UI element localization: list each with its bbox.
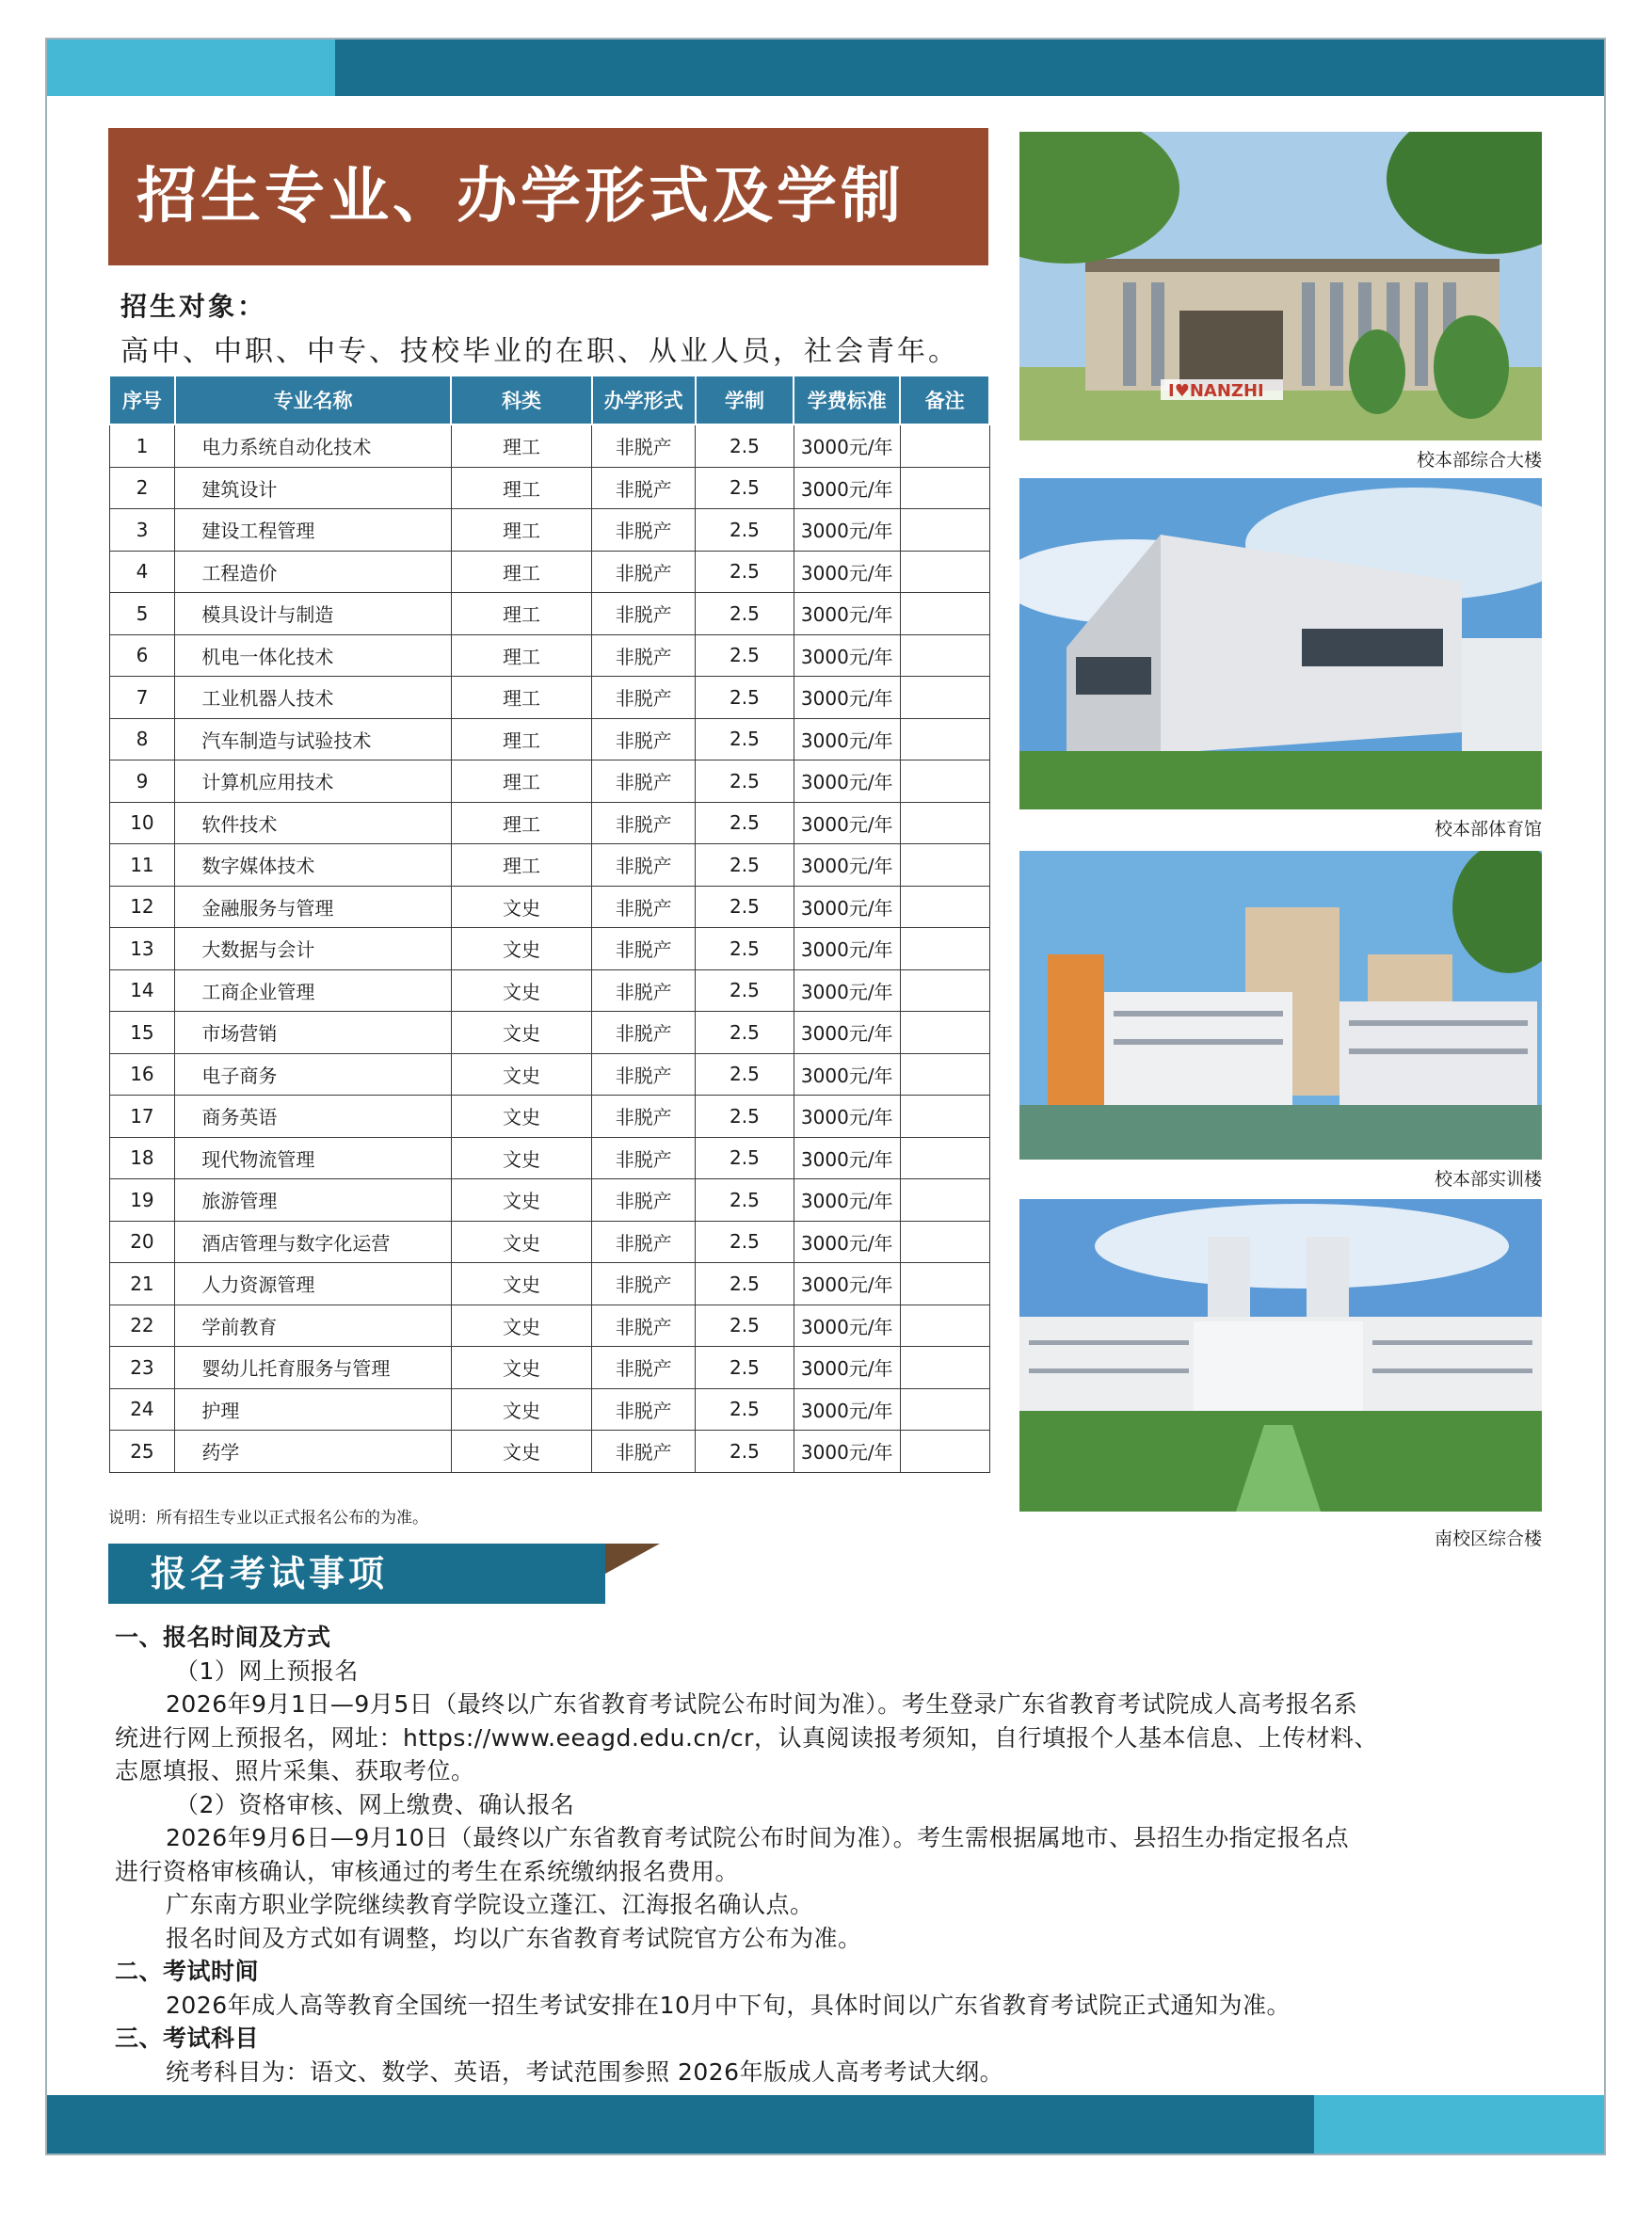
cell-tuition: 3000元/年 bbox=[794, 1179, 900, 1222]
paragraph-prereg-2: 统进行网上预报名，网址：https://www.eeagd.edu.cn/cr，认真阅读报考须知，自行填报个人基本信息、上传材料、 bbox=[115, 1723, 1378, 1752]
cell-index: 23 bbox=[109, 1347, 175, 1389]
paragraph-prereg-3: 志愿填报、照片采集、获取考位。 bbox=[115, 1757, 475, 1785]
cell-remarks bbox=[900, 1431, 989, 1473]
cell-index: 2 bbox=[109, 467, 175, 509]
cell-category: 文史 bbox=[451, 1053, 592, 1096]
cell-major: 数字媒体技术 bbox=[175, 844, 451, 887]
top-bar-accent bbox=[47, 40, 335, 96]
cell-major: 工程造价 bbox=[175, 551, 451, 593]
table-row bbox=[109, 718, 989, 760]
cell-tuition: 3000元/年 bbox=[794, 1096, 900, 1138]
cell-category: 理工 bbox=[451, 844, 592, 887]
cell-remarks bbox=[900, 677, 989, 719]
cell-remarks bbox=[900, 1347, 989, 1389]
cell-major: 模具设计与制造 bbox=[175, 593, 451, 635]
cell-format: 非脱产 bbox=[592, 760, 696, 803]
cell-index: 11 bbox=[109, 844, 175, 887]
col-header-index: 序号 bbox=[109, 376, 175, 424]
table-row bbox=[109, 928, 989, 970]
cell-category: 理工 bbox=[451, 551, 592, 593]
col-header-tuition: 学费标准 bbox=[794, 376, 900, 424]
cell-remarks bbox=[900, 593, 989, 635]
paragraph-review-2: 进行资格审核确认，审核通过的考生在系统缴纳报名费用。 bbox=[115, 1857, 740, 1885]
cell-format: 非脱产 bbox=[592, 1179, 696, 1222]
caption-south-campus: 南校区综合楼 bbox=[1434, 1529, 1542, 1549]
heading-exam-subjects: 三、考试科目 bbox=[115, 2025, 260, 2052]
cell-duration: 2.5 bbox=[696, 886, 794, 928]
cell-format: 非脱产 bbox=[592, 969, 696, 1012]
cell-duration: 2.5 bbox=[696, 424, 794, 467]
cell-major: 工商企业管理 bbox=[175, 969, 451, 1012]
cell-tuition: 3000元/年 bbox=[794, 1431, 900, 1473]
cell-category: 文史 bbox=[451, 1012, 592, 1054]
cell-format: 非脱产 bbox=[592, 1347, 696, 1389]
cell-major: 工业机器人技术 bbox=[175, 677, 451, 719]
cell-tuition: 3000元/年 bbox=[794, 718, 900, 760]
table-row bbox=[109, 969, 989, 1012]
cell-category: 理工 bbox=[451, 718, 592, 760]
cell-format: 非脱产 bbox=[592, 844, 696, 887]
cell-major: 机电一体化技术 bbox=[175, 634, 451, 677]
top-bar bbox=[335, 40, 1604, 96]
cell-duration: 2.5 bbox=[696, 467, 794, 509]
nanzhi-sign: I♥NANZHI bbox=[1168, 381, 1264, 401]
cell-category: 文史 bbox=[451, 1137, 592, 1179]
enrollment-target-label: 招生对象： bbox=[120, 291, 267, 322]
cell-tuition: 3000元/年 bbox=[794, 593, 900, 635]
cell-remarks bbox=[900, 1053, 989, 1096]
table-row bbox=[109, 1305, 989, 1347]
cell-category: 理工 bbox=[451, 760, 592, 803]
section-title-majors: 招生专业、办学形式及学制 bbox=[108, 128, 988, 265]
cell-format: 非脱产 bbox=[592, 928, 696, 970]
table-row bbox=[109, 886, 989, 928]
cell-duration: 2.5 bbox=[696, 844, 794, 887]
cell-tuition: 3000元/年 bbox=[794, 844, 900, 887]
table-row bbox=[109, 551, 989, 593]
table-row bbox=[109, 1221, 989, 1263]
table-row bbox=[109, 1431, 989, 1473]
cell-format: 非脱产 bbox=[592, 634, 696, 677]
cell-remarks bbox=[900, 928, 989, 970]
bottom-bar bbox=[47, 2095, 1314, 2153]
cell-format: 非脱产 bbox=[592, 677, 696, 719]
bottom-bar-accent bbox=[1314, 2095, 1604, 2153]
cell-tuition: 3000元/年 bbox=[794, 634, 900, 677]
cell-remarks bbox=[900, 718, 989, 760]
cell-index: 8 bbox=[109, 718, 175, 760]
cell-remarks bbox=[900, 1012, 989, 1054]
cell-remarks bbox=[900, 509, 989, 552]
cell-duration: 2.5 bbox=[696, 969, 794, 1012]
cell-index: 12 bbox=[109, 886, 175, 928]
col-header-duration: 学制 bbox=[696, 376, 794, 424]
cell-format: 非脱产 bbox=[592, 1388, 696, 1431]
cell-category: 文史 bbox=[451, 928, 592, 970]
cell-index: 25 bbox=[109, 1431, 175, 1473]
cell-format: 非脱产 bbox=[592, 886, 696, 928]
cell-category: 文史 bbox=[451, 969, 592, 1012]
cell-duration: 2.5 bbox=[696, 1179, 794, 1222]
table-row bbox=[109, 634, 989, 677]
cell-tuition: 3000元/年 bbox=[794, 760, 900, 803]
cell-tuition: 3000元/年 bbox=[794, 424, 900, 467]
cell-category: 文史 bbox=[451, 1431, 592, 1473]
cell-major: 建筑设计 bbox=[175, 467, 451, 509]
cell-remarks bbox=[900, 1388, 989, 1431]
cell-remarks bbox=[900, 1305, 989, 1347]
cell-remarks bbox=[900, 1096, 989, 1138]
table-row bbox=[109, 424, 989, 467]
cell-remarks bbox=[900, 886, 989, 928]
cell-duration: 2.5 bbox=[696, 928, 794, 970]
cell-tuition: 3000元/年 bbox=[794, 886, 900, 928]
cell-format: 非脱产 bbox=[592, 1053, 696, 1096]
cell-tuition: 3000元/年 bbox=[794, 1347, 900, 1389]
cell-duration: 2.5 bbox=[696, 677, 794, 719]
cell-major: 大数据与会计 bbox=[175, 928, 451, 970]
cell-duration: 2.5 bbox=[696, 718, 794, 760]
cell-format: 非脱产 bbox=[592, 1263, 696, 1305]
cell-format: 非脱产 bbox=[592, 593, 696, 635]
cell-duration: 2.5 bbox=[696, 1221, 794, 1263]
cell-duration: 2.5 bbox=[696, 760, 794, 803]
cell-major: 酒店管理与数字化运营 bbox=[175, 1221, 451, 1263]
cell-major: 计算机应用技术 bbox=[175, 760, 451, 803]
cell-remarks bbox=[900, 1137, 989, 1179]
paragraph-adjustment: 报名时间及方式如有调整，均以广东省教育考试院官方公布为准。 bbox=[166, 1924, 862, 1952]
paragraph-prereg-1: 2026年9月1日—9月5日（最终以广东省教育考试院公布时间为准）。考生登录广东省教育考试院成人高考报名系 bbox=[166, 1690, 1358, 1718]
cell-tuition: 3000元/年 bbox=[794, 509, 900, 552]
cell-remarks bbox=[900, 969, 989, 1012]
cell-major: 旅游管理 bbox=[175, 1179, 451, 1222]
majors-table bbox=[108, 375, 990, 1473]
cell-index: 24 bbox=[109, 1388, 175, 1431]
cell-category: 理工 bbox=[451, 467, 592, 509]
cell-major: 金融服务与管理 bbox=[175, 886, 451, 928]
table-row bbox=[109, 1137, 989, 1179]
cell-index: 21 bbox=[109, 1263, 175, 1305]
cell-category: 文史 bbox=[451, 1305, 592, 1347]
cell-format: 非脱产 bbox=[592, 1305, 696, 1347]
cell-index: 9 bbox=[109, 760, 175, 803]
cell-major: 婴幼儿托育服务与管理 bbox=[175, 1347, 451, 1389]
cell-index: 20 bbox=[109, 1221, 175, 1263]
cell-tuition: 3000元/年 bbox=[794, 1221, 900, 1263]
caption-gymnasium: 校本部体育馆 bbox=[1434, 819, 1542, 840]
cell-index: 13 bbox=[109, 928, 175, 970]
paragraph-confirm-points: 广东南方职业学院继续教育学院设立蓬江、江海报名确认点。 bbox=[166, 1891, 814, 1918]
subheading-online-prereg: （1）网上预报名 bbox=[175, 1657, 359, 1685]
cell-remarks bbox=[900, 1263, 989, 1305]
cell-index: 14 bbox=[109, 969, 175, 1012]
subheading-review: （2）资格审核、网上缴费、确认报名 bbox=[175, 1790, 575, 1818]
table-row bbox=[109, 1347, 989, 1389]
paragraph-review-1: 2026年9月6日—9月10日（最终以广东省教育考试院公布时间为准）。考生需根据属地市、县招生办指定报名点 bbox=[166, 1824, 1350, 1851]
cell-duration: 2.5 bbox=[696, 634, 794, 677]
cell-duration: 2.5 bbox=[696, 1263, 794, 1305]
table-row bbox=[109, 467, 989, 509]
cell-index: 7 bbox=[109, 677, 175, 719]
cell-duration: 2.5 bbox=[696, 1305, 794, 1347]
cell-format: 非脱产 bbox=[592, 718, 696, 760]
cell-format: 非脱产 bbox=[592, 509, 696, 552]
table-row bbox=[109, 1012, 989, 1054]
cell-category: 理工 bbox=[451, 802, 592, 844]
cell-index: 18 bbox=[109, 1137, 175, 1179]
cell-major: 现代物流管理 bbox=[175, 1137, 451, 1179]
table-row bbox=[109, 1388, 989, 1431]
cell-index: 3 bbox=[109, 509, 175, 552]
paragraph-exam-subjects: 统考科目为：语文、数学、英语，考试范围参照 2026年版成人高考考试大纲。 bbox=[166, 2057, 1004, 2086]
table-row bbox=[109, 509, 989, 552]
table-row bbox=[109, 1096, 989, 1138]
col-header-remarks: 备注 bbox=[900, 376, 989, 424]
cell-remarks bbox=[900, 1179, 989, 1222]
cell-duration: 2.5 bbox=[696, 1012, 794, 1054]
cell-format: 非脱产 bbox=[592, 1221, 696, 1263]
cell-duration: 2.5 bbox=[696, 1096, 794, 1138]
cell-remarks bbox=[900, 467, 989, 509]
col-header-major: 专业名称 bbox=[175, 376, 451, 424]
cell-index: 17 bbox=[109, 1096, 175, 1138]
cell-duration: 2.5 bbox=[696, 1053, 794, 1096]
cell-tuition: 3000元/年 bbox=[794, 1053, 900, 1096]
cell-category: 文史 bbox=[451, 1263, 592, 1305]
cell-tuition: 3000元/年 bbox=[794, 1305, 900, 1347]
cell-index: 10 bbox=[109, 802, 175, 844]
cell-major: 护理 bbox=[175, 1388, 451, 1431]
cell-index: 4 bbox=[109, 551, 175, 593]
table-row bbox=[109, 844, 989, 887]
table-row bbox=[109, 1263, 989, 1305]
cell-duration: 2.5 bbox=[696, 802, 794, 844]
table-row bbox=[109, 593, 989, 635]
exam-details bbox=[115, 1621, 1546, 2089]
col-header-format: 办学形式 bbox=[592, 376, 696, 424]
col-header-category: 科类 bbox=[451, 376, 592, 424]
cell-remarks bbox=[900, 844, 989, 887]
cell-index: 22 bbox=[109, 1305, 175, 1347]
cell-index: 16 bbox=[109, 1053, 175, 1096]
table-row bbox=[109, 760, 989, 803]
cell-format: 非脱产 bbox=[592, 1096, 696, 1138]
cell-tuition: 3000元/年 bbox=[794, 969, 900, 1012]
section-title-exam: 报名考试事项 bbox=[108, 1544, 605, 1604]
enrollment-target-text: 高中、中职、中专、技校毕业的在职、从业人员，社会青年。 bbox=[120, 335, 959, 368]
cell-remarks bbox=[900, 1221, 989, 1263]
cell-major: 学前教育 bbox=[175, 1305, 451, 1347]
cell-tuition: 3000元/年 bbox=[794, 1137, 900, 1179]
cell-remarks bbox=[900, 551, 989, 593]
cell-tuition: 3000元/年 bbox=[794, 467, 900, 509]
cell-category: 文史 bbox=[451, 1096, 592, 1138]
cell-duration: 2.5 bbox=[696, 1431, 794, 1473]
cell-duration: 2.5 bbox=[696, 593, 794, 635]
cell-tuition: 3000元/年 bbox=[794, 677, 900, 719]
cell-category: 理工 bbox=[451, 593, 592, 635]
table-row bbox=[109, 1053, 989, 1096]
caption-training-building: 校本部实训楼 bbox=[1434, 1169, 1542, 1190]
cell-tuition: 3000元/年 bbox=[794, 1012, 900, 1054]
photo-main-building bbox=[1019, 132, 1542, 440]
cell-index: 6 bbox=[109, 634, 175, 677]
cell-remarks bbox=[900, 634, 989, 677]
table-header-row bbox=[109, 376, 989, 424]
cell-format: 非脱产 bbox=[592, 1012, 696, 1054]
cell-duration: 2.5 bbox=[696, 551, 794, 593]
cell-format: 非脱产 bbox=[592, 551, 696, 593]
paragraph-exam-time: 2026年成人高等教育全国统一招生考试安排在10月中下旬，具体时间以广东省教育考试院正式通知为准。 bbox=[166, 1991, 1291, 2019]
caption-main-building: 校本部综合大楼 bbox=[1416, 450, 1542, 471]
cell-category: 文史 bbox=[451, 1221, 592, 1263]
cell-major: 软件技术 bbox=[175, 802, 451, 844]
cell-category: 理工 bbox=[451, 677, 592, 719]
cell-format: 非脱产 bbox=[592, 467, 696, 509]
photo-gymnasium bbox=[1019, 478, 1542, 809]
table-row bbox=[109, 802, 989, 844]
cell-index: 15 bbox=[109, 1012, 175, 1054]
cell-major: 药学 bbox=[175, 1431, 451, 1473]
cell-category: 理工 bbox=[451, 634, 592, 677]
cell-category: 文史 bbox=[451, 1347, 592, 1389]
cell-category: 理工 bbox=[451, 509, 592, 552]
cell-duration: 2.5 bbox=[696, 1137, 794, 1179]
cell-tuition: 3000元/年 bbox=[794, 1263, 900, 1305]
cell-major: 建设工程管理 bbox=[175, 509, 451, 552]
cell-major: 汽车制造与试验技术 bbox=[175, 718, 451, 760]
cell-index: 5 bbox=[109, 593, 175, 635]
cell-category: 文史 bbox=[451, 1179, 592, 1222]
table-note: 说明：所有招生专业以正式报名公布的为准。 bbox=[108, 1509, 428, 1528]
table-row bbox=[109, 1179, 989, 1222]
cell-format: 非脱产 bbox=[592, 1137, 696, 1179]
cell-category: 文史 bbox=[451, 1388, 592, 1431]
cell-index: 1 bbox=[109, 424, 175, 467]
photo-south-campus bbox=[1019, 1199, 1542, 1512]
cell-remarks bbox=[900, 802, 989, 844]
cell-major: 电子商务 bbox=[175, 1053, 451, 1096]
cell-major: 商务英语 bbox=[175, 1096, 451, 1138]
cell-format: 非脱产 bbox=[592, 1431, 696, 1473]
cell-remarks bbox=[900, 424, 989, 467]
table-row bbox=[109, 677, 989, 719]
heading-registration: 一、报名时间及方式 bbox=[115, 1624, 331, 1651]
photo-training-building bbox=[1019, 851, 1542, 1160]
heading-exam-time: 二、考试时间 bbox=[115, 1958, 260, 1985]
cell-tuition: 3000元/年 bbox=[794, 802, 900, 844]
cell-format: 非脱产 bbox=[592, 802, 696, 844]
banner-tab-decoration bbox=[605, 1544, 660, 1574]
cell-index: 19 bbox=[109, 1179, 175, 1222]
cell-tuition: 3000元/年 bbox=[794, 1388, 900, 1431]
cell-format: 非脱产 bbox=[592, 424, 696, 467]
cell-duration: 2.5 bbox=[696, 1388, 794, 1431]
cell-duration: 2.5 bbox=[696, 509, 794, 552]
cell-category: 理工 bbox=[451, 424, 592, 467]
cell-remarks bbox=[900, 760, 989, 803]
cell-tuition: 3000元/年 bbox=[794, 551, 900, 593]
cell-major: 人力资源管理 bbox=[175, 1263, 451, 1305]
cell-major: 电力系统自动化技术 bbox=[175, 424, 451, 467]
cell-tuition: 3000元/年 bbox=[794, 928, 900, 970]
cell-major: 市场营销 bbox=[175, 1012, 451, 1054]
cell-duration: 2.5 bbox=[696, 1347, 794, 1389]
cell-category: 文史 bbox=[451, 886, 592, 928]
